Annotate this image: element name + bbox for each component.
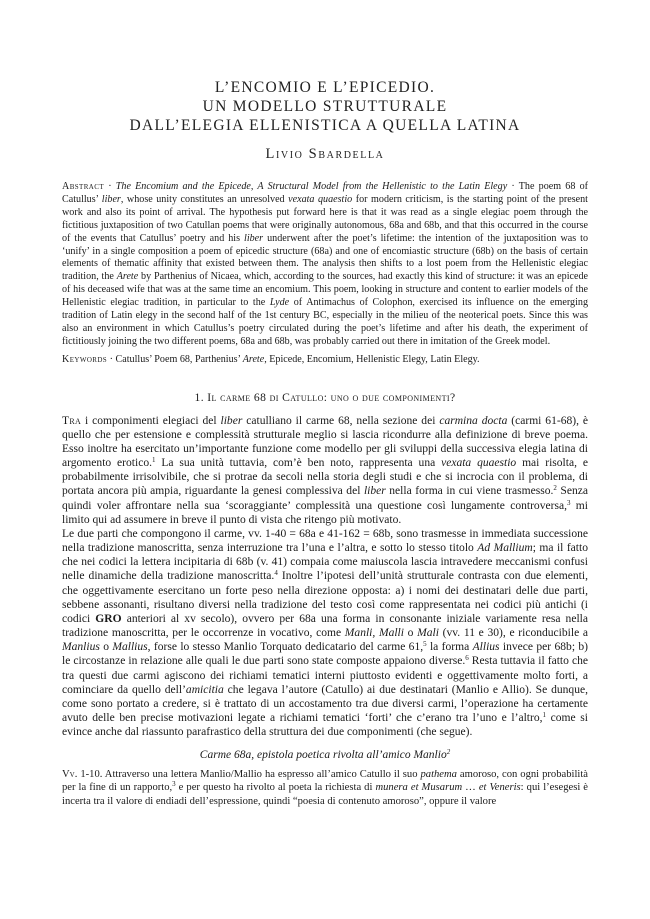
text-run: i componimenti elegiaci del <box>81 414 221 427</box>
text-run: nella forma in cui viene trasmesso. <box>385 485 554 498</box>
keywords-text: , Epicede, Encomium, Hellenistic Elegy, Latin Elegy. <box>264 353 480 365</box>
italic-term: liber <box>220 414 243 427</box>
footnote-ref[interactable]: 3 <box>566 498 571 507</box>
italic-term: liber <box>363 485 386 498</box>
text-run: che legava l’autore (Catullo) ai due destinatari (Manlio e Allio). Se dunque, come sono portato a credere, si è trattato di un accostamento tra due diversi carmi, l’operazione ha certamente avuto delle ben precise motivazioni legate a richiami tematici ‘forti’ che c’erano tra l’uno e l’altro, <box>62 683 588 724</box>
body-text <box>62 414 588 740</box>
text-run: … <box>462 782 479 794</box>
abstract-text: for modern criticism, is the starting point of the present work and also its point of arrival. The hypothesis put forward here is that it was read as a single elegiac poem through the fictitious juxtaposition of two Catullan poems that were originally autonomous, 68a and 68b, and that this occurred in the course of the events that Catullus’ poetry and his <box>62 193 588 244</box>
footnote-ref[interactable]: 2 <box>553 484 557 493</box>
text-run: Inoltre l’ipotesi dell’unità strutturale contrasta con due elementi, che oggettivamente esercitano un forte peso nella direzione opposta: a) i nomi dei destinatari delle due parti, sebbene assonanti, risultano diversi nella tradizione del testo così come rappresentata nei codici più antichi (i codici <box>62 570 588 625</box>
abstract-text: , whose unity constitutes an unresolved <box>120 193 289 205</box>
abstract-text: · The poem 68 of Catullus’ <box>62 181 588 205</box>
abstract-label: Abstract <box>62 181 104 192</box>
manuscript-siglum: GRO <box>95 612 122 625</box>
footnote-ref[interactable]: 5 <box>423 640 427 649</box>
abstract-english-title: The Encomium and the Epicede, A Structural Model from the Hellenistic to the Latin Elegy <box>115 181 508 192</box>
italic-term: munera et Musarum <box>375 782 463 794</box>
abstract-term: vexata quaestio <box>288 193 353 205</box>
title-line-3: DALL’ELEGIA ELLENISTICA A QUELLA LATINA <box>129 117 521 134</box>
paragraph-2 <box>62 527 588 739</box>
title-line-1: L’ENCOMIO E L’EPICEDIO. <box>214 79 436 96</box>
keywords <box>62 354 588 367</box>
footnote-ref[interactable]: 3 <box>172 780 176 789</box>
text-run: : qui l’esegesi è incerta tra il valore di endiadi dell’espressione, quindi “poesia di contenuto amoroso”, oppure il valore <box>62 782 589 807</box>
text-run: (carmi 61-68), è quello che per estensione e complessità strutturale meglio si lascia ricondurre alla definizione di breve poema. Esso inoltre ha esercitato un’importante funzione come modello per gli sviluppi della successiva elegia latina di argomento erotico. <box>62 414 588 470</box>
section-heading <box>62 391 588 404</box>
abstract <box>62 181 588 349</box>
text-run: Resta tuttavia il fatto che tra questi due carmi agiscono dei richiami tematici interni piuttosto evidenti e oggettivamente molto forti, a cominciare da quello dell’ <box>62 655 588 696</box>
abstract-text: of Antimachus of Colophon, exercised its influence on the emerging tradition of Latin elegy in the second half of the 1st century BC, especially in the milieu of the neoterical poets. Since this was also an environment in which Catullus’s poetry circulated during the poet’s lifetime and after his death, the experiment of fictitiously joining the two different poems, 68a and 68b, was probably carried out there in imitation of the Greek model. <box>62 297 588 347</box>
text-run: o <box>403 627 418 640</box>
italic-term: amicitia <box>185 683 224 696</box>
verse-label: Vv <box>62 769 75 781</box>
text-run: . 1-10. Attraverso una lettera Manlio/Mallio ha espresso all’amico Catullo il suo <box>74 769 421 781</box>
text-run: (vv. 11 e 30), e riconducibile a <box>438 627 589 640</box>
abstract-term: Arete <box>116 271 139 283</box>
text-run: e per questo ha rivolto al poeta la richiesta di <box>175 782 376 794</box>
section-number: 1. <box>194 390 208 404</box>
text-run: La sua unità tuttavia, com’è ben noto, rappresenta una <box>155 457 442 470</box>
footnote-ref[interactable]: 1 <box>151 456 156 465</box>
section-title-part: : uno o due componimenti? <box>323 390 456 404</box>
footnote-ref[interactable]: 6 <box>465 654 469 663</box>
section-title-part: Catullo <box>282 390 324 404</box>
text-run: o <box>99 641 113 654</box>
paragraph-1 <box>62 414 588 527</box>
text-run: mi limito qui ad assumere in breve il punto di vista che ritengo più motivato. <box>62 499 588 526</box>
abstract-text: underwent after the poet’s lifetime: the intention of the juxtaposition was to ‘unify’ in a single composition a poem of epicedic structure (68a) and one of encomiastic structure (68b) on the basis of certain elements of thematic affinity that existed between them. The analysis then shifts to a lost poem from the Hellenistic elegiac tradition, the <box>62 232 588 283</box>
abstract-term: Lyde <box>269 297 290 309</box>
page <box>62 68 588 808</box>
keywords-term: Arete <box>242 353 265 365</box>
italic-term: pathema <box>420 769 457 781</box>
text-run: Senza quindi voler affrontare nella sua ‘scoraggiante’ complessità una questione così lungamente controversa, <box>62 485 588 512</box>
text-run: catulliano il carme 68, nella sezione dei <box>242 414 440 427</box>
first-word: Tra <box>62 414 82 427</box>
italic-term: Manlius <box>62 641 100 654</box>
section-title-part: Il carme 68 di <box>207 390 283 404</box>
text-run: , forse lo stesso Manlio Torquato dedicatario del carme 61, <box>147 641 424 654</box>
footnote-ref[interactable]: 2 <box>446 748 451 757</box>
italic-term: Manli, Malli <box>344 627 404 640</box>
article-title <box>62 78 588 163</box>
italic-term: Ad Mallium <box>477 542 533 555</box>
abstract-term: liber <box>244 232 264 244</box>
italic-term: vexata quaestio <box>441 457 517 470</box>
abstract-text: by Parthenius of Nicaea, which, according to the sources, had exactly this kind of structure: it was an epicede of his deceased wife that was at the same time an encomium. This poem, looking in structure and content to earlier models of the Hellenistic elegiac tradition, in particular to the <box>62 271 588 309</box>
text-run: amoroso, con ogni probabilità per la fine di un rapporto, <box>62 769 588 794</box>
text-run: invece per 68b; b) le circostanze in relazione alle quali le due parti sono state composte appaiono diverse. <box>62 641 588 668</box>
keywords-label: Keywords <box>62 353 108 365</box>
commentary-paragraph <box>62 768 588 808</box>
text-run: come si evince anche dal riassunto parafrastico della struttura dei due componimenti (che segue). <box>62 711 588 739</box>
text-run: ; ma il fatto che nei codici la lettera incipitaria di 68b (v. 41) compaia come maiuscola lascia intravedere meccanismi confusi nelle dinamiche della tradizione manoscritta. <box>62 542 588 583</box>
abstract-term: liber <box>101 193 121 205</box>
author-name: Livio Sbardella <box>265 146 385 162</box>
text-run: Le due parti che compongono il carme, vv. 1-40 = 68a e 41-162 = 68b, sono trasmesse in immediata successione nella tradizione manoscritta, senza interruzione tra l’una e l’altra, e sotto lo stesso titolo <box>62 527 588 555</box>
text-run: la forma <box>426 641 473 654</box>
title-line-2: UN MODELLO STRUTTURALE <box>202 98 448 115</box>
italic-term: carmina docta <box>439 414 508 427</box>
italic-term: Mallius <box>112 641 148 654</box>
italic-term: et Veneris <box>478 782 521 794</box>
footnote-ref[interactable]: 4 <box>274 569 278 578</box>
italic-term: Mali <box>417 627 439 640</box>
abstract-separator: · <box>104 181 116 192</box>
keywords-text: · Catullus’ Poem 68, Parthenius’ <box>107 353 243 365</box>
subsection-heading <box>62 749 588 761</box>
subsection-title: Carme 68a, epistola poetica rivolta all’amico Manlio <box>199 749 447 762</box>
italic-term: Allius <box>472 641 500 654</box>
footnote-ref[interactable]: 1 <box>542 710 547 719</box>
text-run: anteriori al xv secolo), ovvero per 68a una forma in consonante iniziale variamente resa nella tradizione manoscritta, per le occorrenze in vocativo, come <box>62 612 588 640</box>
text-run: mai risolta, e probabilmente irrisolvibile, che si protrae da secoli nella storia degli studi e che si incrocia con il problema, di portata ancora più ampia, riguardante la genesi complessiva del <box>62 457 588 498</box>
